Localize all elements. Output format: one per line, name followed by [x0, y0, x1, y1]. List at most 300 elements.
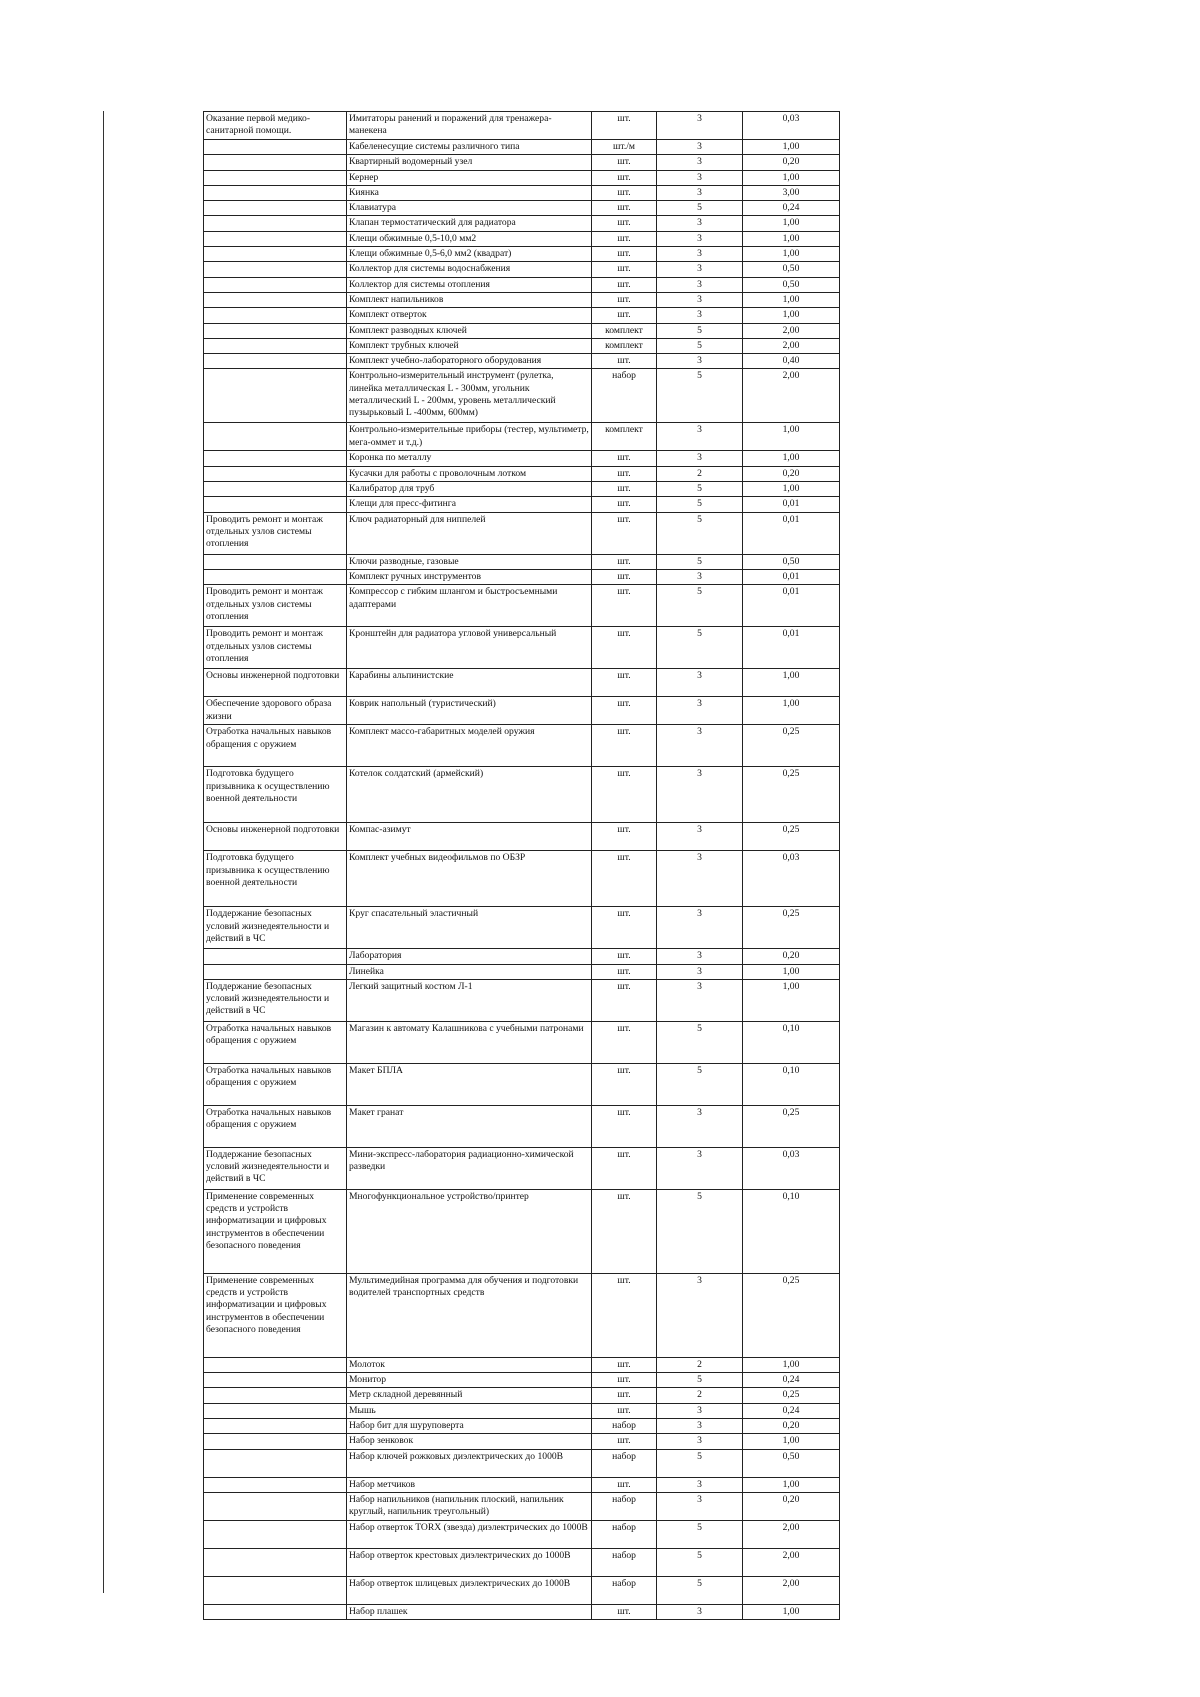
- value-cell: 0,25: [743, 767, 840, 823]
- unit-cell: шт.: [592, 1477, 657, 1492]
- unit-cell: шт.: [592, 1373, 657, 1388]
- value-cell: 0,50: [743, 554, 840, 569]
- quantity-cell: 3: [657, 1434, 743, 1449]
- quantity-cell: 3: [657, 569, 743, 584]
- item-name-cell: Кронштейн для радиатора угловой универсальный: [347, 627, 592, 669]
- table-row: [204, 823, 840, 851]
- table-row: [204, 451, 840, 466]
- unit-cell: шт.: [592, 1604, 657, 1619]
- table-row: [204, 1021, 840, 1063]
- unit-cell: шт.: [592, 627, 657, 669]
- quantity-cell: 3: [657, 1604, 743, 1619]
- item-name-cell: Коронка по металлу: [347, 451, 592, 466]
- table-row: [204, 231, 840, 246]
- category-cell: [204, 554, 347, 569]
- quantity-cell: 3: [657, 231, 743, 246]
- unit-cell: шт.: [592, 569, 657, 584]
- category-cell: [204, 1388, 347, 1403]
- table-row: [204, 338, 840, 353]
- table-row: [204, 1388, 840, 1403]
- item-name-cell: Котелок солдатский (армейский): [347, 767, 592, 823]
- quantity-cell: 2: [657, 466, 743, 481]
- value-cell: 0,20: [743, 949, 840, 964]
- value-cell: 0,25: [743, 1273, 840, 1357]
- unit-cell: комплект: [592, 423, 657, 451]
- table-row: [204, 554, 840, 569]
- value-cell: 0,20: [743, 1492, 840, 1520]
- quantity-cell: 3: [657, 964, 743, 979]
- value-cell: 2,00: [743, 338, 840, 353]
- table-row: [204, 369, 840, 423]
- item-name-cell: Контрольно-измерительный инструмент (рулетка, линейка металлическая L - 300мм, угольник металлический L - 200мм, уровень металлический пузырьковый L -400мм, 600мм): [347, 369, 592, 423]
- category-cell: [204, 949, 347, 964]
- value-cell: 1,00: [743, 231, 840, 246]
- item-name-cell: Многофункциональное устройство/принтер: [347, 1189, 592, 1273]
- value-cell: 1,00: [743, 669, 840, 697]
- value-cell: 1,00: [743, 247, 840, 262]
- unit-cell: шт./м: [592, 140, 657, 155]
- value-cell: 1,00: [743, 451, 840, 466]
- value-cell: 1,00: [743, 308, 840, 323]
- item-name-cell: Круг спасательный эластичный: [347, 907, 592, 949]
- unit-cell: шт.: [592, 216, 657, 231]
- item-name-cell: Макет БПЛА: [347, 1063, 592, 1105]
- value-cell: 2,00: [743, 1576, 840, 1604]
- unit-cell: набор: [592, 1548, 657, 1576]
- unit-cell: шт.: [592, 1147, 657, 1189]
- category-cell: [204, 216, 347, 231]
- category-cell: Поддержание безопасных условий жизнедеятельности и действий в ЧС: [204, 979, 347, 1021]
- table-row: [204, 697, 840, 725]
- category-cell: [204, 1419, 347, 1434]
- table-row: [204, 907, 840, 949]
- table-row: [204, 323, 840, 338]
- category-cell: [204, 466, 347, 481]
- table-row: [204, 767, 840, 823]
- unit-cell: шт.: [592, 1021, 657, 1063]
- unit-cell: шт.: [592, 554, 657, 569]
- quantity-cell: 5: [657, 1449, 743, 1477]
- table-row: [204, 725, 840, 767]
- value-cell: 0,50: [743, 1449, 840, 1477]
- quantity-cell: 5: [657, 554, 743, 569]
- quantity-cell: 3: [657, 725, 743, 767]
- item-name-cell: Компрессор с гибким шлангом и быстросъемными адаптерами: [347, 585, 592, 627]
- value-cell: 0,24: [743, 201, 840, 216]
- table-row: [204, 112, 840, 140]
- table-row: [204, 1492, 840, 1520]
- table-row: [204, 1063, 840, 1105]
- category-cell: [204, 1373, 347, 1388]
- value-cell: 0,25: [743, 1105, 840, 1147]
- unit-cell: шт.: [592, 185, 657, 200]
- table-row: [204, 423, 840, 451]
- category-cell: [204, 1449, 347, 1477]
- unit-cell: шт.: [592, 277, 657, 292]
- item-name-cell: Киянка: [347, 185, 592, 200]
- unit-cell: шт.: [592, 170, 657, 185]
- item-name-cell: Комплект трубных ключей: [347, 338, 592, 353]
- category-cell: Поддержание безопасных условий жизнедеятельности и действий в ЧС: [204, 1147, 347, 1189]
- unit-cell: шт.: [592, 308, 657, 323]
- unit-cell: шт.: [592, 907, 657, 949]
- item-name-cell: Мышь: [347, 1403, 592, 1418]
- unit-cell: шт.: [592, 231, 657, 246]
- item-name-cell: Карабины альпинистские: [347, 669, 592, 697]
- quantity-cell: 5: [657, 1373, 743, 1388]
- unit-cell: комплект: [592, 323, 657, 338]
- item-name-cell: Макет гранат: [347, 1105, 592, 1147]
- item-name-cell: Кернер: [347, 170, 592, 185]
- item-name-cell: Набор отверток шлицевых диэлектрических до 1000В: [347, 1576, 592, 1604]
- unit-cell: комплект: [592, 338, 657, 353]
- item-name-cell: Ключи разводные, газовые: [347, 554, 592, 569]
- unit-cell: шт.: [592, 354, 657, 369]
- table-row: [204, 247, 840, 262]
- value-cell: 1,00: [743, 697, 840, 725]
- unit-cell: шт.: [592, 979, 657, 1021]
- item-name-cell: Молоток: [347, 1357, 592, 1372]
- quantity-cell: 3: [657, 170, 743, 185]
- value-cell: 1,00: [743, 964, 840, 979]
- table-row: [204, 185, 840, 200]
- value-cell: 1,00: [743, 140, 840, 155]
- category-cell: Проводить ремонт и монтаж отдельных узлов системы отопления: [204, 512, 347, 554]
- table-row: [204, 669, 840, 697]
- item-name-cell: Комплект напильников: [347, 292, 592, 307]
- value-cell: 0,01: [743, 497, 840, 512]
- unit-cell: шт.: [592, 1105, 657, 1147]
- item-name-cell: Имитаторы ранений и поражений для тренажера-манекена: [347, 112, 592, 140]
- value-cell: 0,24: [743, 1403, 840, 1418]
- value-cell: 0,10: [743, 1021, 840, 1063]
- table-row: [204, 1477, 840, 1492]
- quantity-cell: 3: [657, 1403, 743, 1418]
- category-cell: [204, 1357, 347, 1372]
- table-row: [204, 1520, 840, 1548]
- item-name-cell: Комплект разводных ключей: [347, 323, 592, 338]
- category-cell: [204, 1403, 347, 1418]
- value-cell: 0,10: [743, 1063, 840, 1105]
- value-cell: 2,00: [743, 1520, 840, 1548]
- quantity-cell: 5: [657, 201, 743, 216]
- category-cell: Поддержание безопасных условий жизнедеятельности и действий в ЧС: [204, 907, 347, 949]
- unit-cell: набор: [592, 1520, 657, 1548]
- item-name-cell: Компас-азимут: [347, 823, 592, 851]
- category-cell: [204, 1477, 347, 1492]
- unit-cell: шт.: [592, 497, 657, 512]
- quantity-cell: 5: [657, 497, 743, 512]
- table-row: [204, 482, 840, 497]
- table-row: [204, 585, 840, 627]
- item-name-cell: Легкий защитный костюм Л-1: [347, 979, 592, 1021]
- value-cell: 0,10: [743, 1189, 840, 1273]
- quantity-cell: 5: [657, 1520, 743, 1548]
- item-name-cell: Комплект учебных видеофильмов по ОБЗР: [347, 851, 592, 907]
- table-row: [204, 979, 840, 1021]
- value-cell: 0,50: [743, 262, 840, 277]
- item-name-cell: Коллектор для системы водоснабжения: [347, 262, 592, 277]
- quantity-cell: 5: [657, 627, 743, 669]
- quantity-cell: 3: [657, 1105, 743, 1147]
- item-name-cell: Монитор: [347, 1373, 592, 1388]
- unit-cell: шт.: [592, 725, 657, 767]
- item-name-cell: Линейка: [347, 964, 592, 979]
- unit-cell: шт.: [592, 262, 657, 277]
- item-name-cell: Клещи для пресс-фитинга: [347, 497, 592, 512]
- category-cell: [204, 231, 347, 246]
- quantity-cell: 2: [657, 1388, 743, 1403]
- value-cell: 0,24: [743, 1373, 840, 1388]
- value-cell: 2,00: [743, 369, 840, 423]
- unit-cell: шт.: [592, 451, 657, 466]
- quantity-cell: 3: [657, 1492, 743, 1520]
- category-cell: [204, 308, 347, 323]
- category-cell: [204, 569, 347, 584]
- table-row: [204, 308, 840, 323]
- unit-cell: шт.: [592, 1434, 657, 1449]
- item-name-cell: Комплект ручных инструментов: [347, 569, 592, 584]
- table-row: [204, 627, 840, 669]
- value-cell: 1,00: [743, 482, 840, 497]
- table-row: [204, 1434, 840, 1449]
- value-cell: 0,01: [743, 569, 840, 584]
- quantity-cell: 3: [657, 767, 743, 823]
- category-cell: Проводить ремонт и монтаж отдельных узлов системы отопления: [204, 585, 347, 627]
- table-row: [204, 292, 840, 307]
- category-cell: [204, 423, 347, 451]
- quantity-cell: 3: [657, 907, 743, 949]
- item-name-cell: Набор ключей рожковых диэлектрических до 1000В: [347, 1449, 592, 1477]
- unit-cell: шт.: [592, 949, 657, 964]
- item-name-cell: Набор бит для шуруповерта: [347, 1419, 592, 1434]
- unit-cell: шт.: [592, 823, 657, 851]
- quantity-cell: 3: [657, 669, 743, 697]
- value-cell: 0,01: [743, 627, 840, 669]
- quantity-cell: 5: [657, 482, 743, 497]
- value-cell: 2,00: [743, 323, 840, 338]
- category-cell: Подготовка будущего призывника к осуществлению военной деятельности: [204, 851, 347, 907]
- category-cell: [204, 201, 347, 216]
- category-cell: Проводить ремонт и монтаж отдельных узлов системы отопления: [204, 627, 347, 669]
- category-cell: [204, 140, 347, 155]
- table-row: [204, 201, 840, 216]
- quantity-cell: 3: [657, 823, 743, 851]
- quantity-cell: 3: [657, 292, 743, 307]
- quantity-cell: 5: [657, 512, 743, 554]
- unit-cell: шт.: [592, 155, 657, 170]
- category-cell: Отработка начальных навыков обращения с оружием: [204, 725, 347, 767]
- item-name-cell: Набор отверток крестовых диэлектрических до 1000В: [347, 1548, 592, 1576]
- equipment-table: [203, 111, 840, 1620]
- category-cell: [204, 155, 347, 170]
- quantity-cell: 5: [657, 323, 743, 338]
- table-row: [204, 216, 840, 231]
- unit-cell: шт.: [592, 767, 657, 823]
- item-name-cell: Набор метчиков: [347, 1477, 592, 1492]
- quantity-cell: 3: [657, 112, 743, 140]
- category-cell: [204, 1548, 347, 1576]
- unit-cell: шт.: [592, 669, 657, 697]
- table-row: [204, 1373, 840, 1388]
- category-cell: [204, 1576, 347, 1604]
- quantity-cell: 3: [657, 277, 743, 292]
- category-cell: [204, 292, 347, 307]
- value-cell: 2,00: [743, 1548, 840, 1576]
- category-cell: [204, 354, 347, 369]
- value-cell: 0,25: [743, 823, 840, 851]
- table-row: [204, 497, 840, 512]
- unit-cell: шт.: [592, 585, 657, 627]
- table-row: [204, 1548, 840, 1576]
- table-row: [204, 1604, 840, 1619]
- category-cell: [204, 451, 347, 466]
- table-row: [204, 140, 840, 155]
- value-cell: 1,00: [743, 1477, 840, 1492]
- category-cell: [204, 1520, 347, 1548]
- table-row: [204, 1403, 840, 1418]
- unit-cell: шт.: [592, 1063, 657, 1105]
- unit-cell: шт.: [592, 482, 657, 497]
- category-cell: [204, 1604, 347, 1619]
- quantity-cell: 3: [657, 1419, 743, 1434]
- table-row: [204, 277, 840, 292]
- category-cell: Основы инженерной подготовки: [204, 823, 347, 851]
- quantity-cell: 3: [657, 262, 743, 277]
- quantity-cell: 3: [657, 697, 743, 725]
- item-name-cell: Квартирный водомерный узел: [347, 155, 592, 170]
- quantity-cell: 3: [657, 1273, 743, 1357]
- value-cell: 3,00: [743, 185, 840, 200]
- value-cell: 1,00: [743, 170, 840, 185]
- value-cell: 0,03: [743, 112, 840, 140]
- unit-cell: шт.: [592, 466, 657, 481]
- quantity-cell: 2: [657, 1357, 743, 1372]
- category-cell: Оказание первой медико-санитарной помощи.: [204, 112, 347, 140]
- table-row: [204, 354, 840, 369]
- category-cell: Применение современных средств и устройств информатизации и цифровых инструментов в обеспечении безопасного поведения: [204, 1273, 347, 1357]
- item-name-cell: Лаборатория: [347, 949, 592, 964]
- unit-cell: шт.: [592, 1388, 657, 1403]
- value-cell: 1,00: [743, 216, 840, 231]
- item-name-cell: Клапан термостатический для радиатора: [347, 216, 592, 231]
- item-name-cell: Клавиатура: [347, 201, 592, 216]
- value-cell: 0,25: [743, 725, 840, 767]
- table-row: [204, 949, 840, 964]
- item-name-cell: Набор плашек: [347, 1604, 592, 1619]
- category-cell: Применение современных средств и устройств информатизации и цифровых инструментов в обеспечении безопасного поведения: [204, 1189, 347, 1273]
- table-row: [204, 964, 840, 979]
- value-cell: 0,20: [743, 155, 840, 170]
- quantity-cell: 3: [657, 423, 743, 451]
- category-cell: [204, 170, 347, 185]
- unit-cell: шт.: [592, 1403, 657, 1418]
- item-name-cell: Клещи обжимные 0,5-10,0 мм2: [347, 231, 592, 246]
- table-row: [204, 569, 840, 584]
- quantity-cell: 3: [657, 1147, 743, 1189]
- quantity-cell: 5: [657, 1576, 743, 1604]
- item-name-cell: Мини-экспресс-лаборатория радиационно-химической разведки: [347, 1147, 592, 1189]
- table-row: [204, 851, 840, 907]
- quantity-cell: 5: [657, 338, 743, 353]
- item-name-cell: Комплект отверток: [347, 308, 592, 323]
- category-cell: Обеспечение здорового образа жизни: [204, 697, 347, 725]
- item-name-cell: Коллектор для системы отопления: [347, 277, 592, 292]
- category-cell: [204, 262, 347, 277]
- value-cell: 0,03: [743, 1147, 840, 1189]
- unit-cell: набор: [592, 1449, 657, 1477]
- table-row: [204, 1449, 840, 1477]
- value-cell: 0,20: [743, 1419, 840, 1434]
- quantity-cell: 3: [657, 1477, 743, 1492]
- unit-cell: шт.: [592, 512, 657, 554]
- value-cell: 1,00: [743, 423, 840, 451]
- table-row: [204, 1189, 840, 1273]
- table-row: [204, 262, 840, 277]
- unit-cell: шт.: [592, 964, 657, 979]
- category-cell: Основы инженерной подготовки: [204, 669, 347, 697]
- item-name-cell: Калибратор для труб: [347, 482, 592, 497]
- item-name-cell: Мультимедийная программа для обучения и подготовки водителей транспортных средств: [347, 1273, 592, 1357]
- quantity-cell: 3: [657, 308, 743, 323]
- table-row: [204, 1576, 840, 1604]
- unit-cell: шт.: [592, 851, 657, 907]
- value-cell: 0,03: [743, 851, 840, 907]
- item-name-cell: Ключ радиаторный для ниппелей: [347, 512, 592, 554]
- quantity-cell: 3: [657, 949, 743, 964]
- category-cell: [204, 1492, 347, 1520]
- item-name-cell: Кабеленесущие системы различного типа: [347, 140, 592, 155]
- category-cell: [204, 247, 347, 262]
- unit-cell: шт.: [592, 1189, 657, 1273]
- value-cell: 1,00: [743, 979, 840, 1021]
- quantity-cell: 3: [657, 185, 743, 200]
- table-row: [204, 1105, 840, 1147]
- quantity-cell: 5: [657, 585, 743, 627]
- quantity-cell: 3: [657, 155, 743, 170]
- margin-rule: [103, 111, 104, 1593]
- table-row: [204, 155, 840, 170]
- category-cell: [204, 277, 347, 292]
- quantity-cell: 5: [657, 1021, 743, 1063]
- quantity-cell: 3: [657, 140, 743, 155]
- quantity-cell: 5: [657, 1548, 743, 1576]
- value-cell: 0,40: [743, 354, 840, 369]
- category-cell: [204, 497, 347, 512]
- unit-cell: набор: [592, 1419, 657, 1434]
- equipment-table-body: [204, 112, 840, 1620]
- category-cell: Подготовка будущего призывника к осуществлению военной деятельности: [204, 767, 347, 823]
- quantity-cell: 3: [657, 216, 743, 231]
- quantity-cell: 3: [657, 354, 743, 369]
- table-row: [204, 1273, 840, 1357]
- item-name-cell: Клещи обжимные 0,5-6,0 мм2 (квадрат): [347, 247, 592, 262]
- table-row: [204, 1419, 840, 1434]
- quantity-cell: 3: [657, 247, 743, 262]
- value-cell: 0,01: [743, 585, 840, 627]
- item-name-cell: Комплект учебно-лабораторного оборудования: [347, 354, 592, 369]
- unit-cell: шт.: [592, 697, 657, 725]
- unit-cell: набор: [592, 1492, 657, 1520]
- unit-cell: шт.: [592, 201, 657, 216]
- quantity-cell: 5: [657, 369, 743, 423]
- table-row: [204, 1357, 840, 1372]
- item-name-cell: Набор напильников (напильник плоский, напильник круглый, напильник треугольный): [347, 1492, 592, 1520]
- unit-cell: набор: [592, 369, 657, 423]
- category-cell: [204, 1434, 347, 1449]
- quantity-cell: 5: [657, 1063, 743, 1105]
- item-name-cell: Набор зенковок: [347, 1434, 592, 1449]
